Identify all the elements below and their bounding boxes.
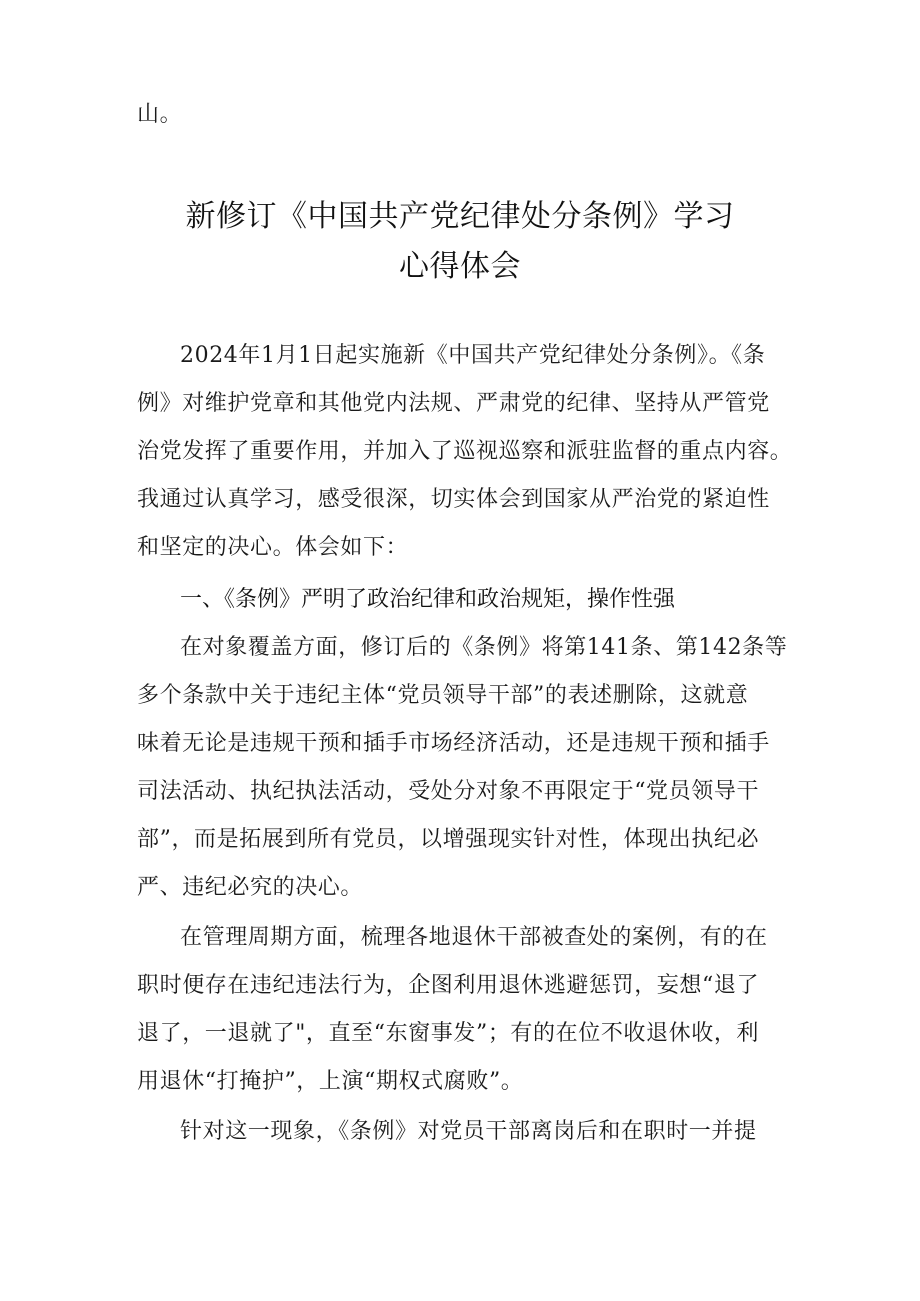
intro-line: 治党发挥了重要作用，并加入了巡视巡察和派驻监督的重点内容。 (137, 439, 793, 464)
section-heading: 一、《条例》严明了政治纪律和政治规矩，操作性强 (180, 587, 676, 612)
paragraph-line: 味着无论是违规干预和插手市场经济活动，还是违规干预和插手 (137, 731, 770, 756)
paragraph-line: 部”，而是拓展到所有党员，以增强现实针对性，体现出执纪必 (137, 827, 760, 852)
intro-line: 2024年1月1日起实施新《中国共产党纪律处分条例》。《条 (180, 343, 766, 368)
paragraph-line: 多个条款中关于违纪主体“党员领导干部”的表述删除，这就意 (137, 683, 749, 708)
carryover-text: 山。 (137, 102, 183, 127)
paragraph-line: 退了，一退就了"，直至“东窗事发”；有的在位不收退休收，利 (137, 1021, 760, 1046)
intro-line: 我通过认真学习，感受很深，切实体会到国家从严治党的紧迫性 (137, 487, 770, 512)
paragraph-line: 针对这一现象，《条例》对党员干部离岗后和在职时一并提 (180, 1119, 757, 1144)
page-title: 新修订《中国共产党纪律处分条例》学习 (185, 199, 735, 234)
paragraph-line: 在对象覆盖方面，修订后的《条例》将第141条、第142条等 (180, 635, 788, 660)
paragraph-line: 司法活动、执纪执法活动，受处分对象不再限定于“党员领导干 (137, 779, 760, 804)
paragraph-line: 在管理周期方面，梳理各地退休干部被查处的案例，有的在 (180, 925, 768, 950)
intro-line: 和坚定的决心。体会如下： (137, 535, 409, 560)
intro-line: 例》对维护党章和其他党内法规、严肃党的纪律、坚持从严管党 (137, 391, 770, 416)
page-title-line2: 心得体会 (399, 249, 521, 284)
paragraph-line: 严、违纪必究的决心。 (137, 875, 364, 900)
paragraph-line: 用退休“打掩护”，上演“期权式腐败”。 (137, 1069, 524, 1094)
paragraph-line: 职时便存在违纪违法行为，企图利用退休逃避惩罚，妄想“退了 (137, 973, 760, 998)
